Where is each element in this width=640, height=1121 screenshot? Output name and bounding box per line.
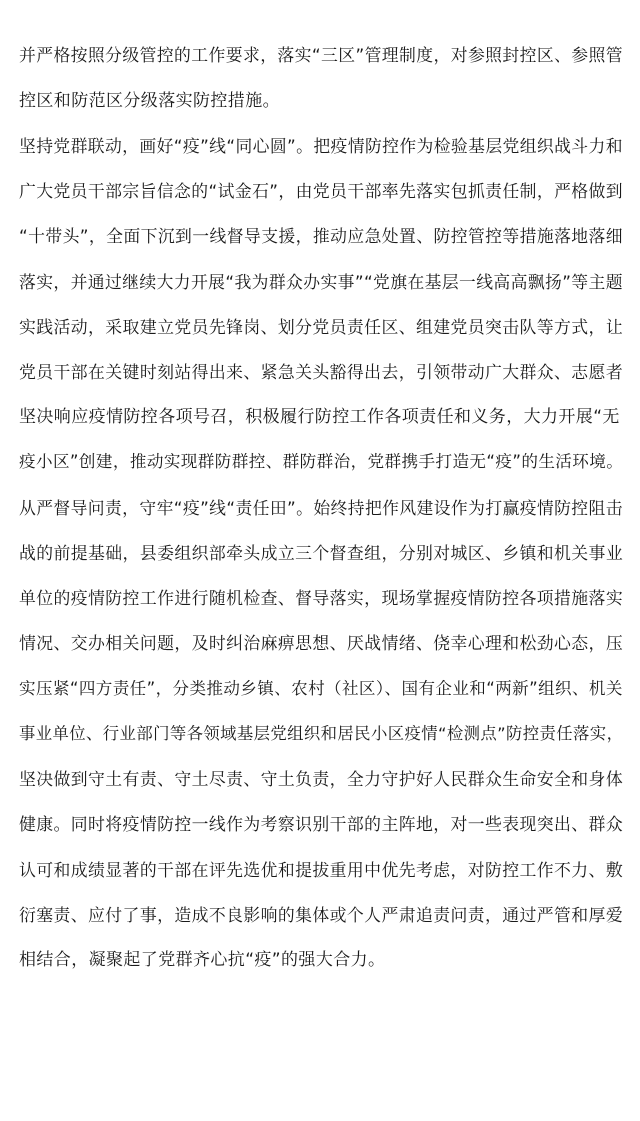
text-line: 党员干部在关键时刻站得出来、紧急关头豁得出去，引领带动广大群众、志愿者 [19, 362, 624, 382]
text-line: 实践活动，采取建立党员先锋岗、划分党员责任区、组建党员突击队等方式，让 [19, 317, 624, 337]
text-line: 广大党员干部宗旨信念的“试金石”，由党员干部率先落实包抓责任制，严格做到 [19, 181, 623, 201]
text-line: 相结合，凝聚起了党群齐心抗“疫”的强大合力。 [19, 950, 386, 970]
text-line: 单位的疫情防控工作进行随机检查、督导落实，现场掌握疫情防控各项措施落实 [19, 588, 624, 608]
text-line: 控区和防范区分级落实防控措施。 [19, 91, 280, 111]
text-line: 疫小区”创建，推动实现群防群控、群防群治，党群携手打造无“疫”的生活环境。 [19, 452, 624, 471]
text-line: 并严格按照分级管控的工作要求，落实“三区”管理制度，对参照封控区、参照管 [19, 45, 623, 65]
text-line: 坚决响应疫情防控各项号召，积极履行防控工作各项责任和义务，大力开展“无 [19, 407, 620, 427]
text-line: 坚持党群联动，画好“疫”线“同心圆”。把疫情防控作为检验基层党组织战斗力和 [19, 136, 623, 156]
text-line: 坚决做到守土有责、守土尽责、守土负责，全力守护好人民群众生命安全和身体 [19, 769, 624, 789]
text-line: 实压紧“四方责任”，分类推动乡镇、农村（社区）、国有企业和“两新”组织、机关 [19, 679, 623, 698]
text-line: 情况、交办相关问题，及时纠治麻痹思想、厌战情绪、侥幸心理和松劲心态，压 [19, 633, 624, 653]
text-line: 衍塞责、应付了事，造成不良影响的集体或个人严肃追责问责，通过严管和厚爱 [19, 905, 624, 925]
text-line: 认可和成绩显著的干部在评先选优和提拔重用中优先考虑，对防控工作不力、敷 [19, 860, 624, 880]
text-line: 落实，并通过继续大力开展“我为群众办实事”“党旗在基层一线高高飘扬”等主题 [19, 272, 623, 292]
text-line: “十带头”，全面下沉到一线督导支援，推动应急处置、防控管控等措施落地落细 [19, 226, 623, 246]
text-line: 从严督导问责，守牢“疫”线“责任田”。始终持把作风建设作为打赢疫情防控阻击 [19, 498, 623, 518]
text-line: 健康。同时将疫情防控一线作为考察识别干部的主阵地，对一些表现突出、群众 [19, 814, 624, 834]
text-line: 事业单位、行业部门等各领域基层党组织和居民小区疫情“检测点”防控责任落实， [19, 724, 624, 743]
text-line: 战的前提基础，县委组织部牵头成立三个督查组，分别对城区、乡镇和机关事业 [19, 543, 624, 563]
